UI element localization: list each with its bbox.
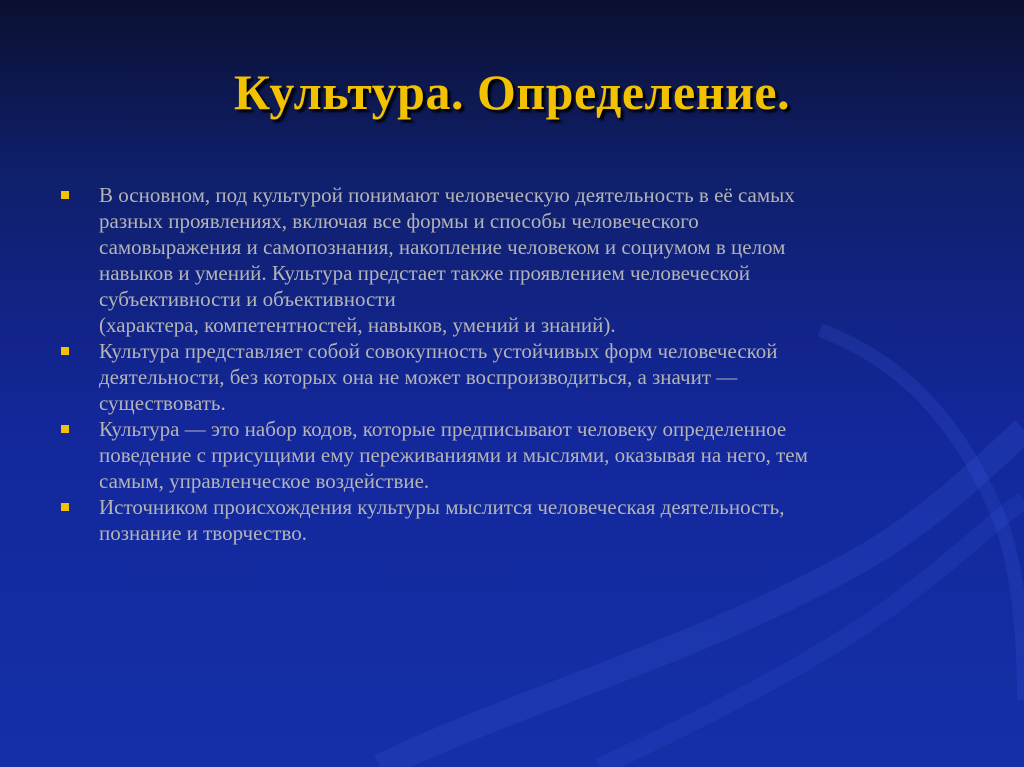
square-bullet-icon bbox=[61, 347, 69, 355]
bullet-item bbox=[60, 182, 960, 338]
bullet-text-line: В основном, под культурой понимают человеческую деятельность в её самых bbox=[99, 183, 795, 207]
bullet-text-line: самовыражения и самопознания, накопление человеком и социумом в целом bbox=[99, 235, 786, 259]
bullet-item bbox=[60, 416, 960, 494]
bullet-text-line: самым, управленческое воздействие. bbox=[99, 469, 430, 493]
bullet-text-line: Культура представляет собой совокупность устойчивых форм человеческой bbox=[99, 339, 778, 363]
bullet-text-line: деятельности, без которых она не может воспроизводиться, а значит — bbox=[99, 365, 738, 389]
slide-title: Культура. Определение. bbox=[233, 64, 791, 120]
bullet-text-line: разных проявлениях, включая все формы и способы человеческого bbox=[99, 209, 699, 233]
bullet-item bbox=[60, 494, 960, 546]
bullet-text-line: (характера, компетентностей, навыков, умений и знаний). bbox=[99, 313, 616, 337]
square-bullet-icon bbox=[61, 503, 69, 511]
bullet-text-line: познание и творчество. bbox=[99, 521, 307, 545]
bullet-list bbox=[60, 182, 960, 546]
bullet-item bbox=[60, 338, 960, 416]
square-bullet-icon bbox=[61, 191, 69, 199]
bullet-text-line: существовать. bbox=[99, 391, 226, 415]
bullet-text-line: субъективности и объективности bbox=[99, 287, 396, 311]
square-bullet-icon bbox=[61, 425, 69, 433]
bullet-text-line: Источником происхождения культуры мыслится человеческая деятельность, bbox=[99, 495, 785, 519]
bullet-text-line: навыков и умений. Культура предстает также проявлением человеческой bbox=[99, 261, 751, 285]
bullet-text-line: поведение с присущими ему переживаниями и мыслями, оказывая на него, тем bbox=[99, 443, 808, 467]
bullet-text-line: Культура — это набор кодов, которые предписывают человеку определенное bbox=[99, 417, 787, 441]
